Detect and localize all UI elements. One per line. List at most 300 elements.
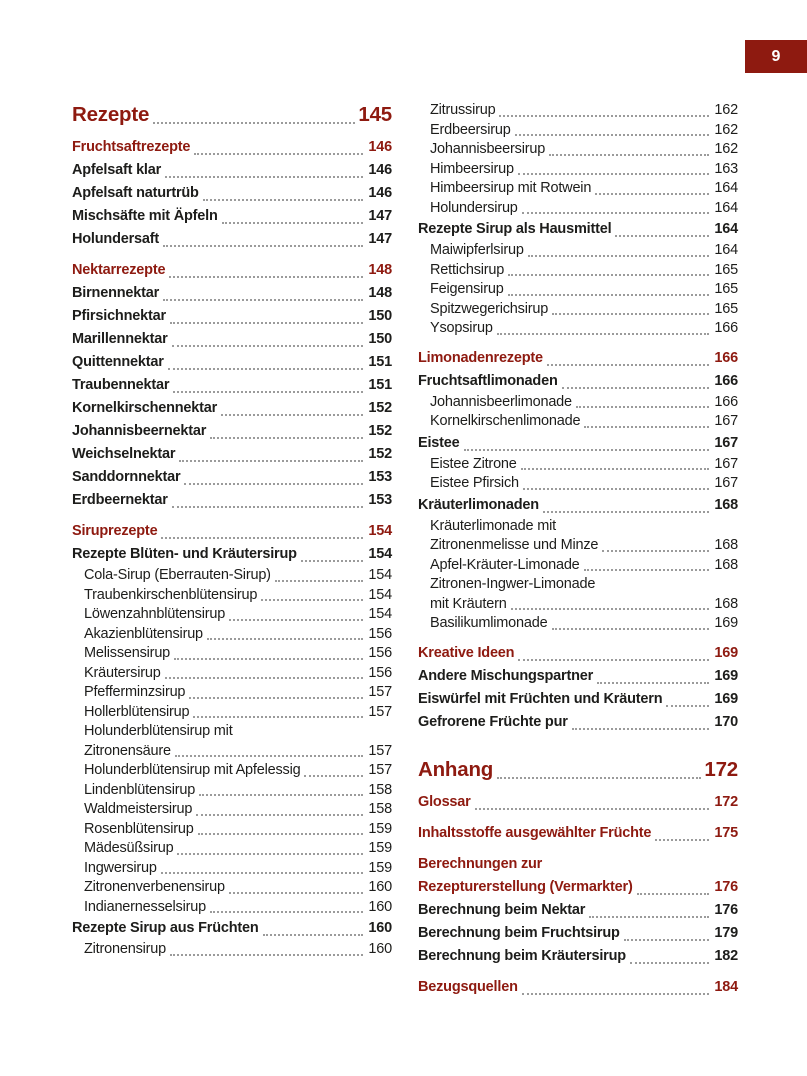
toc-entry-row	[84, 625, 392, 645]
dot-leader	[175, 755, 363, 757]
toc-entry-label: Limonadenrezepte	[418, 349, 543, 366]
toc-entry-label: Zitronensirup	[84, 941, 167, 957]
toc-entry	[418, 976, 738, 999]
toc-entry	[72, 566, 392, 586]
toc-entry-row	[430, 160, 738, 180]
toc-entry-label: Hollerblütensirup	[84, 703, 190, 720]
dot-leader	[275, 580, 363, 582]
toc-entry-row	[84, 683, 392, 703]
toc-entry-label: Birnennektar	[72, 285, 160, 301]
toc-entry-label: Eistee Zitrone	[430, 455, 517, 472]
toc-entry	[418, 393, 738, 413]
dot-leader	[521, 468, 709, 470]
toc-entry-label: Zitronensäure	[84, 742, 171, 759]
toc-entry-page: 159	[368, 820, 392, 837]
toc-entry-label: Traubenkirschenblütensirup	[84, 586, 258, 603]
toc-entry	[418, 853, 738, 899]
toc-entry	[418, 218, 738, 241]
dot-leader	[637, 893, 709, 895]
dot-leader	[199, 794, 363, 796]
toc-entry	[72, 664, 392, 684]
toc-entry	[418, 160, 738, 180]
dot-leader	[518, 659, 709, 661]
dot-leader	[552, 313, 709, 315]
toc-entry-row	[418, 976, 738, 999]
toc-entry-row	[72, 159, 392, 182]
toc-entry-label: Kräutersirup	[84, 664, 161, 681]
toc-entry-row	[430, 536, 738, 556]
toc-entry-label: mit Kräutern	[430, 595, 507, 612]
toc-entry-row	[418, 791, 738, 814]
dot-leader	[263, 934, 363, 936]
toc-entry-label: Eistee	[418, 434, 460, 451]
toc-entry-page: 156	[368, 664, 392, 681]
toc-entry-page: 167	[714, 434, 738, 451]
toc-entry-page: 160	[368, 941, 392, 957]
toc-entry-page: 168	[714, 496, 738, 513]
toc-entry-page: 166	[714, 320, 738, 336]
toc-entry-row	[430, 393, 738, 413]
toc-entry-label: Johannisbeersirup	[430, 141, 546, 157]
toc-entry-label: Holundersaft	[72, 231, 160, 247]
toc-entry-row	[72, 443, 392, 466]
toc-entry-label: Kornelkirschenlimonade	[430, 413, 581, 429]
toc-entry-page: 160	[368, 898, 392, 915]
toc-entry	[72, 800, 392, 820]
toc-entry-label: Inhaltsstoffe ausgewählter Früchte	[418, 824, 652, 841]
dot-leader	[499, 115, 709, 117]
toc-entry	[72, 101, 392, 128]
toc-entry-label: Weichselnektar	[72, 446, 176, 462]
dot-leader	[475, 808, 709, 810]
toc-entry	[72, 489, 392, 512]
toc-entry-page: 165	[714, 281, 738, 297]
toc-entry-page: 166	[714, 393, 738, 410]
toc-entry-page: 153	[368, 492, 392, 508]
toc-entry	[72, 820, 392, 840]
toc-entry	[72, 159, 392, 182]
toc-entry-page: 160	[368, 920, 392, 936]
dot-leader	[624, 939, 709, 941]
dot-leader	[523, 488, 709, 490]
dot-leader	[163, 299, 363, 301]
toc-entry-label: Rezepte Sirup als Hausmittel	[418, 221, 612, 237]
toc-entry-page: 150	[368, 331, 392, 347]
toc-entry-row	[418, 432, 738, 455]
toc-entry-row	[72, 374, 392, 397]
toc-entry-row	[430, 280, 738, 300]
toc-entry-page: 147	[368, 231, 392, 247]
dot-leader	[497, 777, 701, 779]
toc-entry-label: Rosenblütensirup	[84, 820, 194, 837]
dot-leader	[595, 193, 709, 195]
toc-entry-label: Nektarrezepte	[72, 262, 166, 278]
toc-entry-page: 152	[368, 423, 392, 439]
dot-leader	[576, 406, 709, 408]
toc-entry	[72, 305, 392, 328]
dot-leader	[161, 872, 363, 874]
toc-entry-page: 165	[714, 261, 738, 278]
toc-entry	[418, 412, 738, 432]
toc-entry-label: Andere Mischungspartner	[418, 667, 594, 684]
toc-entry-label: Fruchtsaftrezepte	[72, 139, 191, 155]
toc-entry-label: Bezugsquellen	[418, 978, 518, 995]
dot-leader	[547, 364, 709, 366]
toc-entry	[72, 683, 392, 703]
toc-entry-label: Zitronenverbenensirup	[84, 879, 225, 895]
dot-leader	[210, 911, 363, 913]
toc-entry-row	[72, 420, 392, 443]
dot-leader	[163, 245, 363, 247]
toc-entry-label: Lindenblütensirup	[84, 781, 196, 798]
toc-entry-row	[430, 614, 738, 634]
toc-entry-label: Löwenzahnblütensirup	[84, 606, 226, 622]
toc-entry-label: Johannisbeernektar	[72, 423, 207, 439]
toc-entry-label: Maiwipferlsirup	[430, 242, 524, 258]
toc-entry	[418, 711, 738, 734]
dot-leader	[508, 274, 709, 276]
toc-content	[72, 101, 738, 999]
dot-leader	[222, 222, 363, 224]
toc-entry-page: 176	[714, 901, 738, 918]
toc-entry-label: Kornelkirschennektar	[72, 400, 218, 416]
toc-entry-label: Holunderblütensirup mit Apfelessig	[84, 762, 301, 778]
toc-entry-row	[430, 261, 738, 281]
toc-entry-page: 172	[704, 757, 738, 781]
dot-leader	[572, 728, 709, 730]
toc-entry-row	[418, 642, 738, 665]
toc-entry-row	[430, 121, 738, 141]
toc-entry	[418, 688, 738, 711]
dot-leader	[261, 599, 363, 601]
toc-entry	[418, 179, 738, 199]
dot-leader	[518, 173, 709, 175]
toc-entry-row	[418, 494, 738, 517]
toc-entry-page: 156	[368, 625, 392, 642]
toc-entry-page: 167	[714, 455, 738, 472]
toc-entry	[418, 614, 738, 634]
toc-entry-row	[84, 605, 392, 625]
toc-entry-row	[84, 940, 392, 960]
toc-entry-row	[418, 665, 738, 688]
toc-entry-page: 150	[368, 308, 392, 324]
toc-entry-row	[418, 822, 738, 845]
toc-entry-page: 153	[368, 469, 392, 485]
toc-entry-page: 151	[368, 354, 392, 370]
dot-leader	[543, 511, 709, 513]
toc-entry-label: Erdbeersirup	[430, 121, 511, 138]
toc-entry-row	[84, 839, 392, 859]
dot-leader	[528, 255, 709, 257]
toc-entry	[72, 443, 392, 466]
toc-entry-page: 164	[714, 180, 738, 196]
toc-entry-label: Eiswürfel mit Früchten und Kräutern	[418, 690, 663, 707]
toc-entry-label: Holundersirup	[430, 199, 518, 216]
dot-leader	[464, 449, 709, 451]
toc-entry-row	[72, 466, 392, 489]
toc-entry-label-line: Berechnungen zur	[418, 855, 543, 872]
dot-leader	[515, 134, 709, 136]
toc-entry-row	[72, 328, 392, 351]
dot-leader	[511, 608, 709, 610]
toc-entry	[418, 665, 738, 688]
toc-entry	[418, 370, 738, 393]
toc-entry-page: 163	[714, 160, 738, 177]
dot-leader	[174, 658, 363, 660]
dot-leader	[168, 368, 363, 370]
toc-entry-page: 152	[368, 446, 392, 462]
toc-entry-page: 164	[714, 221, 738, 237]
toc-entry	[72, 397, 392, 420]
toc-entry	[418, 575, 738, 614]
dot-leader	[172, 345, 363, 347]
dot-leader	[508, 294, 709, 296]
toc-entry-label-line: Kräuterlimonade mit	[430, 517, 556, 534]
toc-entry	[72, 374, 392, 397]
toc-entry-row	[72, 520, 392, 543]
toc-entry-row	[72, 228, 392, 251]
dot-leader	[229, 892, 363, 894]
toc-entry	[418, 642, 738, 665]
toc-entry	[72, 703, 392, 723]
dot-leader	[301, 560, 363, 562]
toc-entry-page: 162	[714, 102, 738, 118]
toc-entry-page: 146	[368, 139, 392, 155]
toc-entry-row	[72, 489, 392, 512]
toc-entry	[418, 280, 738, 300]
dot-leader	[194, 153, 363, 155]
dot-leader	[172, 506, 363, 508]
toc-entry	[418, 556, 738, 576]
dot-leader	[189, 697, 363, 699]
dot-leader	[198, 833, 363, 835]
toc-entry-row	[72, 397, 392, 420]
toc-entry	[72, 605, 392, 625]
toc-entry-label: Rezepte Sirup aus Früchten	[72, 920, 259, 936]
toc-entry-row	[418, 347, 738, 370]
toc-entry-page: 159	[368, 840, 392, 856]
toc-entry-page: 146	[368, 185, 392, 201]
toc-entry-label: Berechnung beim Fruchtsirup	[418, 924, 620, 941]
toc-entry-row	[72, 205, 392, 228]
toc-entry-row	[72, 101, 392, 128]
toc-entry-page: 152	[368, 400, 392, 416]
toc-entry-row	[430, 319, 738, 339]
toc-entry-label: Anhang	[418, 757, 494, 781]
toc-entry-label: Rezepte Blüten- und Kräutersirup	[72, 546, 297, 562]
toc-entry-page: 184	[714, 978, 738, 995]
dot-leader	[203, 199, 363, 201]
toc-entry-page: 176	[714, 878, 738, 895]
toc-entry	[72, 282, 392, 305]
toc-entry	[72, 182, 392, 205]
toc-entry	[418, 474, 738, 494]
dot-leader	[179, 460, 363, 462]
toc-entry-label: Berechnung beim Nektar	[418, 901, 586, 918]
dot-leader	[615, 235, 709, 237]
toc-entry-page: 157	[368, 742, 392, 759]
toc-entry-row	[430, 140, 738, 160]
toc-entry-page: 154	[368, 586, 392, 603]
toc-entry-row	[418, 899, 738, 922]
toc-entry-page: 172	[714, 793, 738, 810]
dot-leader	[184, 483, 363, 485]
toc-entry-row	[72, 259, 392, 282]
toc-entry	[418, 432, 738, 455]
toc-entry-row	[430, 241, 738, 261]
dot-leader	[161, 537, 363, 539]
toc-entry	[72, 917, 392, 940]
toc-entry-page: 162	[714, 121, 738, 138]
toc-entry-page: 148	[368, 262, 392, 278]
toc-entry	[418, 101, 738, 121]
toc-entry	[418, 455, 738, 475]
dot-leader	[170, 954, 363, 956]
toc-entry-page: 182	[714, 947, 738, 964]
toc-entry	[72, 328, 392, 351]
toc-entry-page: 164	[714, 242, 738, 258]
toc-entry-label: Gefrorene Früchte pur	[418, 713, 568, 730]
toc-entry-label: Pfefferminzsirup	[84, 684, 186, 700]
toc-entry-label: Erdbeernektar	[72, 492, 168, 508]
toc-entry-label: Ingwersirup	[84, 859, 157, 876]
dot-leader	[522, 212, 709, 214]
toc-entry	[72, 420, 392, 443]
toc-entry-page: 166	[714, 372, 738, 389]
toc-entry-row	[72, 917, 392, 940]
toc-entry-row	[72, 543, 392, 566]
toc-entry-label: Apfelsaft naturtrüb	[72, 185, 199, 201]
toc-entry-page: 167	[714, 413, 738, 429]
dot-leader	[221, 414, 363, 416]
toc-entry-label: Eistee Pfirsich	[430, 475, 519, 491]
toc-entry	[72, 839, 392, 859]
toc-entry-row	[430, 101, 738, 121]
toc-entry	[418, 261, 738, 281]
toc-entry	[418, 494, 738, 517]
toc-entry-page: 147	[368, 208, 392, 224]
toc-entry	[72, 898, 392, 918]
toc-entry	[72, 878, 392, 898]
toc-entry	[72, 543, 392, 566]
toc-entry-row	[430, 474, 738, 494]
toc-entry	[72, 625, 392, 645]
dot-leader	[597, 682, 709, 684]
toc-entry-page: 157	[368, 762, 392, 778]
dot-leader	[304, 775, 363, 777]
dot-leader	[602, 550, 709, 552]
toc-entry-page: 154	[368, 523, 392, 539]
toc-entry-label: Berechnung beim Kräutersirup	[418, 947, 626, 964]
dot-leader	[165, 176, 363, 178]
toc-entry-label: Marillennektar	[72, 331, 168, 347]
toc-entry-row	[72, 282, 392, 305]
dot-leader	[170, 322, 363, 324]
toc-entry-page: 168	[714, 556, 738, 573]
dot-leader	[193, 716, 363, 718]
toc-column-right	[418, 101, 738, 999]
toc-entry-label: Rezepte	[72, 103, 150, 126]
toc-entry-label: Feigensirup	[430, 281, 504, 297]
toc-entry	[72, 136, 392, 159]
toc-entry-page: 179	[714, 924, 738, 941]
toc-entry-row	[84, 703, 392, 723]
toc-entry-label: Traubennektar	[72, 377, 170, 393]
toc-entry	[72, 761, 392, 781]
toc-entry-row	[84, 566, 392, 586]
toc-entry-label: Cola-Sirup (Eberrauten-Sirup)	[84, 567, 271, 583]
toc-entry-label: Zitronenmelisse und Minze	[430, 537, 599, 553]
dot-leader	[522, 993, 709, 995]
toc-entry-row	[84, 781, 392, 801]
toc-entry	[72, 228, 392, 251]
toc-entry-row	[430, 179, 738, 199]
toc-entry	[72, 351, 392, 374]
toc-entry-row	[418, 756, 738, 783]
toc-entry-label: Rettichsirup	[430, 261, 505, 278]
toc-entry-page: 158	[368, 801, 392, 817]
toc-entry-label: Siruprezepte	[72, 523, 158, 539]
toc-entry-page: 157	[368, 684, 392, 700]
toc-entry-row	[72, 136, 392, 159]
toc-entry-row	[418, 218, 738, 241]
toc-entry	[418, 199, 738, 219]
toc-entry-page: 157	[368, 703, 392, 720]
toc-entry-page: 154	[368, 546, 392, 562]
toc-entry-page: 151	[368, 377, 392, 393]
toc-entry-label: Indianernesselsirup	[84, 898, 206, 915]
toc-entry-label: Apfel-Kräuter-Limonade	[430, 556, 580, 573]
toc-entry-page: 175	[714, 824, 738, 841]
toc-entry-row	[418, 945, 738, 968]
toc-entry-row	[84, 898, 392, 918]
dot-leader	[655, 839, 709, 841]
toc-entry-page: 165	[714, 300, 738, 317]
toc-entry-page: 148	[368, 285, 392, 301]
dot-leader	[549, 154, 709, 156]
toc-entry	[72, 205, 392, 228]
toc-entry-row	[430, 412, 738, 432]
toc-entry-page: 145	[358, 103, 392, 126]
toc-entry-row	[72, 182, 392, 205]
toc-entry-page: 168	[714, 537, 738, 553]
toc-entry-label: Himbeersirup	[430, 160, 514, 177]
dot-leader	[584, 426, 709, 428]
toc-entry-page: 146	[368, 162, 392, 178]
toc-entry-row	[84, 761, 392, 781]
toc-entry-label-line: Zitronen-Ingwer-Limonade	[430, 576, 596, 592]
toc-entry-label: Himbeersirup mit Rotwein	[430, 180, 592, 196]
toc-entry-label: Kreative Ideen	[418, 644, 515, 661]
toc-entry	[72, 466, 392, 489]
toc-entry-page: 156	[368, 645, 392, 661]
dot-leader	[666, 705, 709, 707]
toc-entry-row	[430, 455, 738, 475]
toc-entry-row	[84, 664, 392, 684]
toc-entry-row	[430, 300, 738, 320]
dot-leader	[207, 638, 363, 640]
toc-entry-row	[430, 199, 738, 219]
dot-leader	[210, 437, 363, 439]
toc-entry	[418, 791, 738, 814]
toc-entry-row	[84, 878, 392, 898]
toc-entry-row	[430, 595, 738, 615]
toc-entry-page: 169	[714, 667, 738, 684]
toc-entry-label: Waldmeistersirup	[84, 801, 193, 817]
toc-entry-label: Johannisbeerlimonade	[430, 393, 572, 410]
toc-entry-label: Mischsäfte mit Äpfeln	[72, 208, 218, 224]
toc-entry	[72, 940, 392, 960]
